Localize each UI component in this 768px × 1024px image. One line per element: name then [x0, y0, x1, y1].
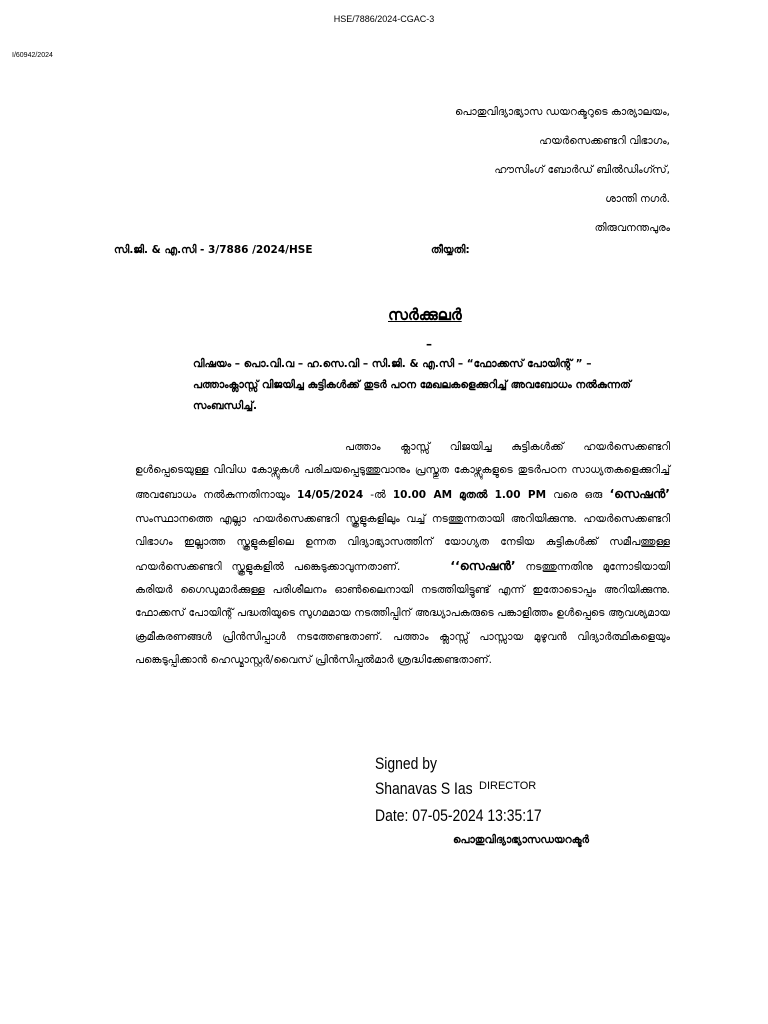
circular-title: സർക്കുലർ	[388, 306, 462, 324]
body-text: -ൽ	[370, 489, 386, 502]
file-number: I/60942/2024	[12, 52, 53, 59]
document-code: HSE/7886/2024-CGAC-3	[333, 14, 435, 24]
address-line: ഹയർസെക്കണ്ടറി വിഭാഗം,	[539, 135, 670, 147]
session-word: ‘‘സെഷൻ’	[450, 558, 516, 574]
body-paragraph	[135, 436, 670, 672]
end-time: 1.00 PM	[494, 489, 547, 502]
body-text: നടത്തുന്നതിനു മുന്നോടിയായി കരിയർ ഗൈഡുമാർക്കുള്ള പരിശീലനം ഓൺലൈനായി നടത്തിയിട്ടുണ്ട് എന്ന് ഇതോടൊപ്പം അറിയിക്കുന്നു. ഫോക്കസ് പോയിന്റ് പദ്ധതിയുടെ സുഗമമായ നടത്തിപ്പിന് അദ്ധ്യാപകരുടെ പങ്കാളിത്തം ഉൾപ്പെടെ ആവശ്യമായ ക്രമീകരണങ്ങൾ പ്രിൻസിപ്പാൾ നടത്തേണ്ടതാണ്. പത്താം ക്ലാസ്സ് പാസ്സായ മുഴുവൻ വിദ്യാർത്ഥികളെയും പങ്കെടുപ്പിക്കാൻ ഹെഡ്മാസ്റ്റർ/വൈസ് പ്രിൻസിപ്പൽമാർ ശ്രദ്ധിക്കേണ്ടതാണ്.	[135, 561, 671, 666]
address-line: ശാന്തി നഗർ.	[605, 193, 670, 205]
designation: DIRECTOR	[479, 780, 537, 792]
signed-by: Signed by	[375, 754, 438, 773]
event-date: 14/05/2024	[297, 489, 364, 502]
address-line: തിരുവനന്തപുരം	[594, 222, 670, 234]
closing-designation: പൊതുവിദ്യാഭ്യാസഡയറക്ടർ	[453, 834, 589, 846]
start-time: 10.00 AM	[392, 489, 453, 502]
subject-line: വിഷയം – പൊ.വി.വ – ഹ.സെ.വി – സി.ജി. & എ.സി – “ഫോക്കസ് പോയിന്റ് ” – പത്താംക്ലാസ്സ് വിജയിച്ച കുട്ടികൾക്ക് തുടർ പഠന മേഖലകളെക്കുറിച്ച് അവബോധം നൽകുന്നത് സംബന്ധിച്ച്.	[193, 358, 631, 412]
circular-body	[135, 436, 670, 672]
signer-name: Shanavas S Ias	[375, 779, 473, 798]
body-text: പത്താം ക്ലാസ്സ് വിജയിച്ച കുട്ടികൾക്ക് ഹയർസെക്കണ്ടറി ഉൾപ്പെടെയുള്ള വിവിധ കോഴ്സുകൾ പരിചയപ്പെടുത്തുവാനും പ്രസ്തുത കോഴ്സുകളുടെ തുടർപഠന സാധ്യതകളെക്കുറിച്ച് അവബോധം നൽകുന്നതിനായും	[135, 441, 670, 502]
subject-dash: –	[426, 337, 432, 351]
office-address	[455, 98, 670, 243]
session-word: ‘സെഷൻ’	[609, 486, 671, 502]
body-text: വരെ ഒരു	[553, 489, 603, 502]
signature-date: Date: 07-05-2024 13:35:17	[375, 806, 542, 825]
date-label: തീയ്യതി:	[431, 244, 470, 256]
body-text: സംസ്ഥാനത്തെ എല്ലാ ഹയർസെക്കണ്ടറി സ്കൂളുകളിലും വച്ച് നടത്തുന്നതായി അറിയിക്കുന്നു. ഹയർസെക്കണ്ടറി വിഭാഗം ഇല്ലാത്ത സ്കൂളുകളിലെ ഉന്നത വിദ്യാഭ്യാസത്തിന് യോഗ്യത നേടിയ കുട്ടികൾക്ക് സമീപത്തുള്ള ഹയർസെക്കണ്ടറി സ്കൂളുകളിൽ പങ്കെടുക്കാവുന്നതാണ്.	[135, 512, 670, 574]
address-line: പൊതുവിദ്യാഭ്യാസ ഡയറക്ടറുടെ കാര്യാലയം,	[454, 106, 670, 118]
reference-number: സി.ജി. & എ.സി - 3/7886 /2024/HSE	[114, 244, 313, 256]
address-line: ഹൗസിംഗ് ബോർഡ് ബിൽഡിംഗ്സ്,	[494, 164, 670, 176]
from-word: മുതൽ	[459, 489, 488, 502]
